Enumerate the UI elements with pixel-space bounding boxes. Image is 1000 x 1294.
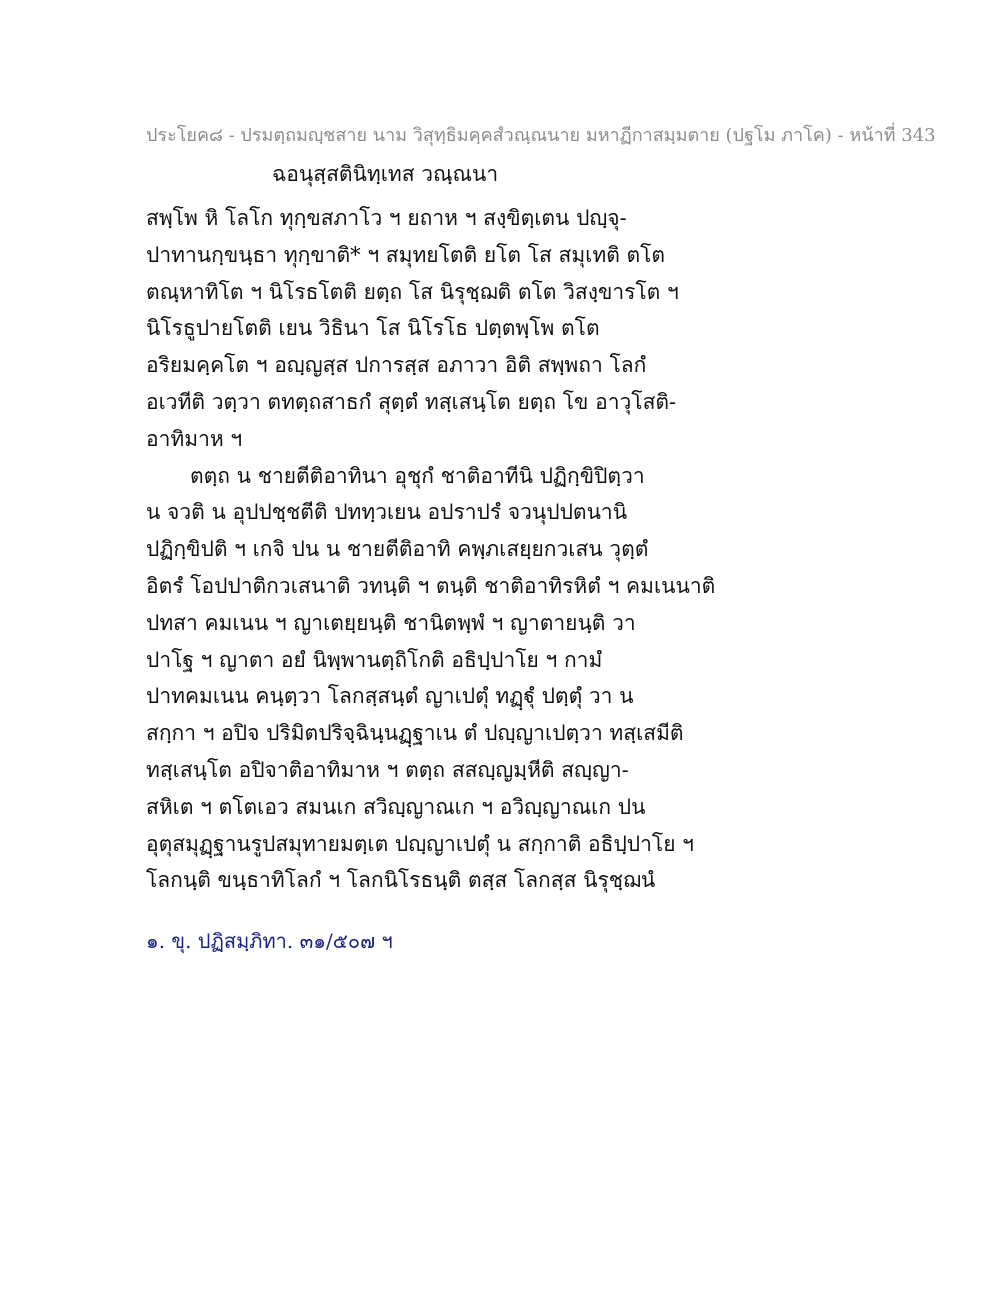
text-line: ตณฺหาทิโต ฯ นิโรธโตติ ยตฺถ โส นิรุชฺฌติ ตโต วิสงฺขารโต ฯ: [146, 279, 679, 304]
section-title: ฉอนุสฺสตินิทฺเทส วณฺณนา: [272, 162, 499, 186]
running-header: ประโยค๘ - ปรมตฺถมญฺชสาย นาม วิสุทฺธิมคฺคสํวณฺณนาย มหาฏีกาสมฺมตาย (ปฐโม ภาโค) - หน้าที่ 343: [146, 125, 936, 146]
text-line: สกฺกา ฯ อปิจ ปริมิตปริจฺฉินฺนฏฺฐาเน ตํ ปญฺญาเปตฺวา ทสฺเสมีติ: [146, 721, 684, 746]
text-line: อุตุสมุฏฺฐานรูปสมุทายมตฺเต ปญฺญาเปตุํ น สกฺกาติ อธิปฺปาโย ฯ: [146, 831, 694, 856]
text-line: น จวติ น อุปปชฺชตีติ ปททฺวเยน อปราปรํ จวนุปปตนานิ: [146, 500, 628, 525]
text-line: ปาโฐ ฯ ญาตา อยํ นิพฺพานตฺถิโกติ อธิปฺปาโย ฯ กามํ: [146, 647, 603, 672]
text-line: อิตรํ โอปปาติกวเสนาติ วทนฺติ ฯ ตนฺติ ชาติอาทิรหิตํ ฯ คมเนนาติ: [146, 573, 716, 598]
footnote: ๑. ขุ. ปฏิสมฺภิทา. ๓๑/๕๐๗ ฯ: [146, 929, 393, 953]
text-line: ปฏิกฺขิปติ ฯ เกจิ ปน น ชายตีติอาทิ คพฺภเสยฺยกวเสน วุตฺตํ: [146, 537, 649, 562]
text-line: สหิเต ฯ ตโตเอว สมนเก สวิญฺญาณเก ฯ อวิญฺญาณเก ปน: [146, 794, 646, 819]
text-line: อริยมคฺคโต ฯ อญฺญสฺส ปการสฺส อภาวา อิติ สพฺพถา โลกํ: [146, 353, 647, 378]
text-line: อเวทีติ วตฺวา ตทตฺถสาธกํ สุตฺตํ ทสฺเสนฺโต ยตฺถ โข อาวุโสติ-: [146, 389, 677, 414]
text-line: นิโรธูปายโตติ เยน วิธินา โส นิโรโธ ปตฺตพฺโพ ตโต: [146, 316, 600, 341]
text-line: ปทสา คมเนน ฯ ญาเตยฺยนฺติ ชานิตพฺพํ ฯ ญาตายนฺติ วา: [146, 610, 636, 635]
text-line: ทสฺเสนฺโต อปิจาติอาทิมาห ฯ ตตฺถ สสญฺญมฺหีติ สญฺญา-: [146, 757, 629, 782]
text-line: ปาทานกฺขนฺธา ทุกฺขาติ* ฯ สมุทยโตติ ยโต โส สมุเทติ ตโต: [146, 242, 666, 267]
text-line: โลกนฺติ ขนฺธาทิโลกํ ฯ โลกนิโรธนฺติ ตสฺส โลกสฺส นิรุชฺฌนํ: [146, 868, 656, 893]
text-line: อาทิมาห ฯ: [146, 426, 243, 451]
body-text: [146, 200, 716, 899]
text-line: ปาทคมเนน คนฺตฺวา โลกสฺสนฺตํ ญาเปตุํ ทฏฺฐุํ ปตฺตุํ วา น: [146, 684, 634, 709]
text-line: สพฺโพ หิ โลโก ทุกฺขสภาโว ฯ ยถาห ฯ สงฺขิตฺเตน ปญฺจุ-: [146, 206, 627, 230]
paragraph-first-line: ตตฺถ น ชายตีติอาทินา อุชุกํ ชาติอาทีนิ ปฏิกฺขิปิตฺวา: [190, 463, 645, 488]
